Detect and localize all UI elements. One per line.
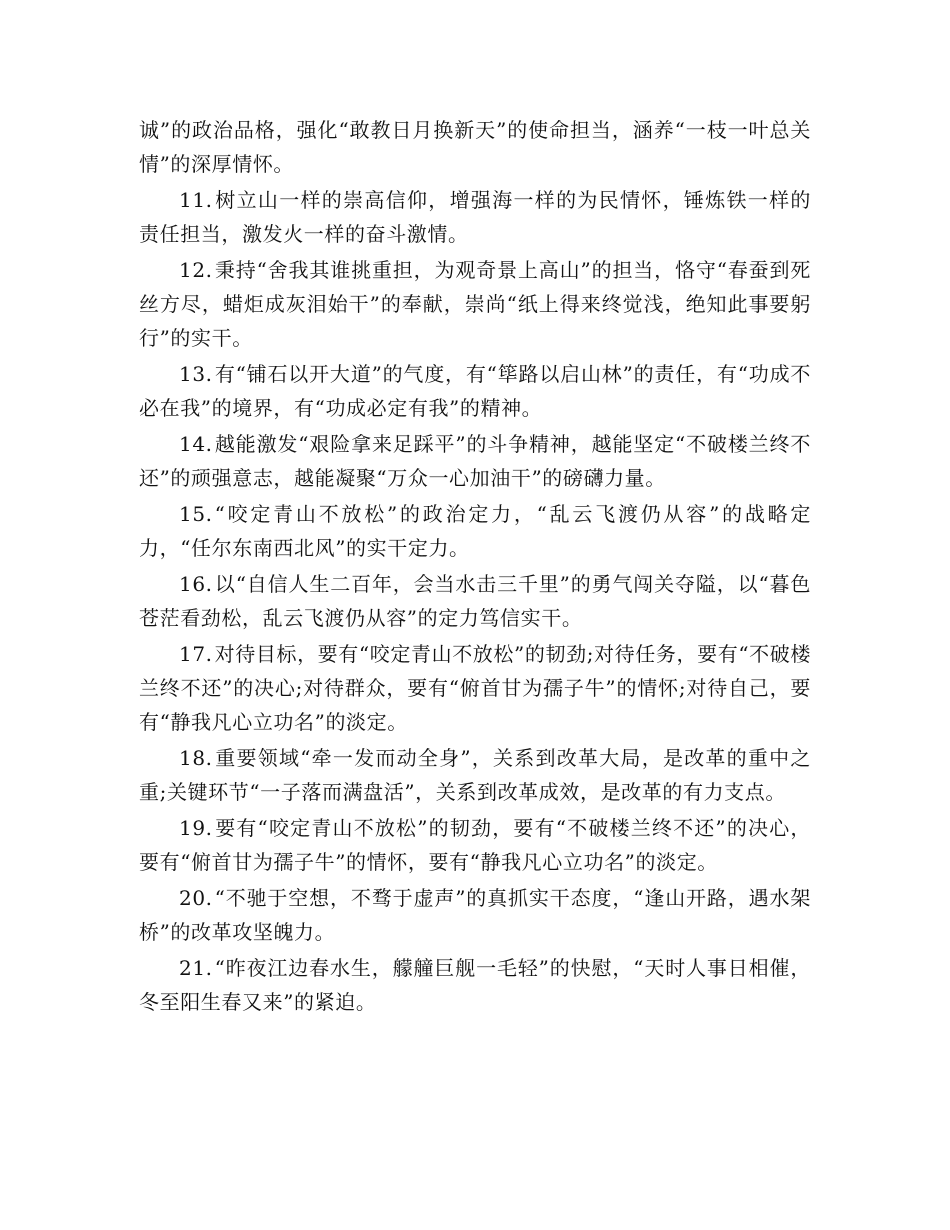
list-item [139, 637, 811, 739]
item-number: 18. [179, 746, 213, 770]
item-number: 14. [179, 432, 213, 456]
item-text: 树立山一样的崇高信仰，增强海一样的为民情怀，锤炼铁一样的责任担当，激发火一样的奋斗激情。 [139, 188, 811, 246]
item-number: 11. [179, 188, 213, 212]
item-text: “不驰于空想，不骛于虚声”的真抓实干态度，“逢山开路，遇水架桥”的改革攻坚魄力。 [139, 886, 811, 944]
item-number: 13. [179, 362, 213, 386]
list-item [139, 357, 811, 425]
item-number: 21. [179, 956, 213, 980]
item-text: “咬定青山不放松”的政治定力，“乱云飞渡仍从容”的战略定力，“任尔东南西北风”的实干定力。 [139, 502, 811, 560]
item-number: 17. [179, 642, 213, 666]
item-number: 12. [179, 258, 213, 282]
item-text: 有“铺石以开大道”的气度，有“筚路以启山林”的责任，有“功成不必在我”的境界，有“功成必定有我”的精神。 [139, 362, 811, 420]
list-item [139, 427, 811, 495]
item-text: 越能激发“艰险拿来足踩平”的斗争精神，越能坚定“不破楼兰终不还”的顽强意志，越能凝聚“万众一心加油干”的磅礴力量。 [139, 432, 811, 490]
item-text: “昨夜江边春水生，艨艟巨舰一毛轻”的快慰，“天时人事日相催，冬至阳生春又来”的紧迫。 [139, 956, 811, 1014]
list-item [139, 183, 811, 251]
list-item [139, 253, 811, 355]
item-text: 重要领域“牵一发而动全身”，关系到改革大局，是改革的重中之重;关键环节“一子落而满盘活”，关系到改革成效，是改革的有力支点。 [139, 746, 811, 804]
list-item [139, 497, 811, 565]
document-body [139, 113, 811, 1021]
list-item [139, 811, 811, 879]
list-item [139, 567, 811, 635]
list-item [139, 951, 811, 1019]
list-item [139, 881, 811, 949]
item-number: 20. [179, 886, 213, 910]
paragraph-continuation [139, 113, 811, 181]
item-number: 19. [179, 816, 213, 840]
item-text: 对待目标，要有“咬定青山不放松”的韧劲;对待任务，要有“不破楼兰终不还”的决心;对待群众，要有“俯首甘为孺子牛”的情怀;对待自己，要有“静我凡心立功名”的淡定。 [139, 642, 811, 734]
item-text: 要有“咬定青山不放松”的韧劲，要有“不破楼兰终不还”的决心，要有“俯首甘为孺子牛”的情怀，要有“静我凡心立功名”的淡定。 [139, 816, 811, 874]
paragraph-text: 诚”的政治品格，强化“敢教日月换新天”的使命担当，涵养“一枝一叶总关情”的深厚情怀。 [139, 118, 811, 176]
item-text: 秉持“舍我其谁挑重担，为观奇景上高山”的担当，恪守“春蚕到死丝方尽，蜡炬成灰泪始干”的奉献，崇尚“纸上得来终觉浅，绝知此事要躬行”的实干。 [139, 258, 811, 350]
list-item [139, 741, 811, 809]
item-text: 以“自信人生二百年，会当水击三千里”的勇气闯关夺隘，以“暮色苍茫看劲松，乱云飞渡仍从容”的定力笃信实干。 [139, 572, 811, 630]
item-number: 15. [179, 502, 213, 526]
item-number: 16. [179, 572, 213, 596]
